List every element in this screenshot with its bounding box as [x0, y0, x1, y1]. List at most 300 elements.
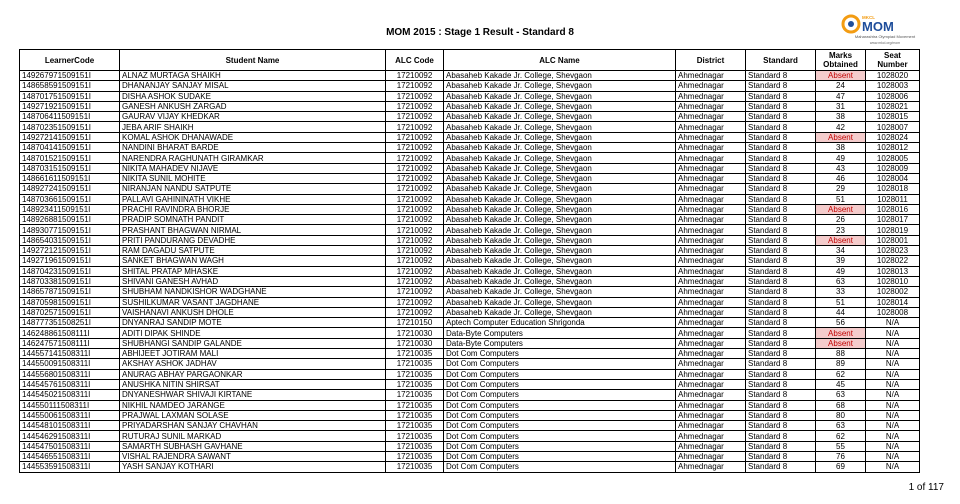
- cell-student-name: PRITI PANDURANG DEVADHE: [120, 235, 386, 245]
- cell-district: Ahmednagar: [676, 173, 746, 183]
- cell-district: Ahmednagar: [676, 91, 746, 101]
- table-row: [20, 379, 920, 389]
- cell-alc-code: 17210092: [386, 163, 444, 173]
- cell-district: Ahmednagar: [676, 235, 746, 245]
- cell-standard: Standard 8: [746, 297, 816, 307]
- cell-seat-number: N/A: [866, 431, 920, 441]
- cell-alc-name: Abasaheb Kakade Jr. College, Shevgaon: [444, 153, 676, 163]
- page-counter: 1 of 117: [908, 482, 944, 493]
- cell-marks-obtained: 44: [816, 307, 866, 317]
- cell-district: Ahmednagar: [676, 112, 746, 122]
- cell-alc-name: Dot Com Computers: [444, 421, 676, 431]
- cell-marks-obtained: 23: [816, 225, 866, 235]
- cell-alc-code: 17210030: [386, 328, 444, 338]
- table-row: [20, 451, 920, 461]
- cell-marks-obtained: 63: [816, 276, 866, 286]
- cell-district: Ahmednagar: [676, 287, 746, 297]
- cell-learner-code: 144553591508311I: [20, 462, 120, 472]
- cell-learner-code: 144545761508311I: [20, 379, 120, 389]
- logo-prefix: MKCL: [862, 15, 875, 20]
- table-row: [20, 390, 920, 400]
- cell-learner-code: 146247571508111I: [20, 338, 120, 348]
- cell-student-name: JEBA ARIF SHAIKH: [120, 122, 386, 132]
- cell-learner-code: 148706411509151I: [20, 112, 120, 122]
- cell-learner-code: 144550091508311I: [20, 359, 120, 369]
- cell-learner-code: 148926881509151I: [20, 215, 120, 225]
- cell-alc-code: 17210092: [386, 297, 444, 307]
- table-row: [20, 194, 920, 204]
- cell-marks-obtained: 42: [816, 122, 866, 132]
- cell-alc-code: 17210092: [386, 194, 444, 204]
- column-header-marks-obtained: Marks Obtained: [816, 50, 866, 71]
- cell-district: Ahmednagar: [676, 297, 746, 307]
- cell-learner-code: 144546291508311I: [20, 431, 120, 441]
- cell-district: Ahmednagar: [676, 451, 746, 461]
- cell-standard: Standard 8: [746, 318, 816, 328]
- cell-district: Ahmednagar: [676, 400, 746, 410]
- cell-standard: Standard 8: [746, 390, 816, 400]
- table-row: [20, 410, 920, 420]
- cell-standard: Standard 8: [746, 462, 816, 472]
- cell-district: Ahmednagar: [676, 328, 746, 338]
- cell-district: Ahmednagar: [676, 431, 746, 441]
- cell-student-name: RAM DAGADU SATPUTE: [120, 246, 386, 256]
- table-row: [20, 122, 920, 132]
- cell-standard: Standard 8: [746, 132, 816, 142]
- table-row: [20, 431, 920, 441]
- cell-marks-obtained: 34: [816, 246, 866, 256]
- cell-district: Ahmednagar: [676, 101, 746, 111]
- cell-alc-name: Abasaheb Kakade Jr. College, Shevgaon: [444, 132, 676, 142]
- page-title: MOM 2015 : Stage 1 Result - Standard 8: [386, 27, 574, 38]
- cell-marks-obtained: 31: [816, 101, 866, 111]
- cell-alc-code: 17210035: [386, 349, 444, 359]
- cell-alc-name: Abasaheb Kakade Jr. College, Shevgaon: [444, 297, 676, 307]
- cell-marks-obtained: 38: [816, 143, 866, 153]
- cell-learner-code: 144550061508311I: [20, 410, 120, 420]
- cell-marks-obtained: 39: [816, 256, 866, 266]
- cell-alc-name: Abasaheb Kakade Jr. College, Shevgaon: [444, 163, 676, 173]
- cell-district: Ahmednagar: [676, 338, 746, 348]
- table-row: [20, 266, 920, 276]
- cell-student-name: ABHIJEET JOTIRAM MALI: [120, 349, 386, 359]
- cell-learner-code: 144548101508311I: [20, 421, 120, 431]
- cell-marks-obtained: 29: [816, 184, 866, 194]
- cell-standard: Standard 8: [746, 112, 816, 122]
- cell-alc-name: Dot Com Computers: [444, 390, 676, 400]
- cell-student-name: DNYANESHWAR SHIVAJI KIRTANE: [120, 390, 386, 400]
- cell-student-name: RUTURAJ SUNIL MARKAD: [120, 431, 386, 441]
- cell-alc-name: Dot Com Computers: [444, 359, 676, 369]
- cell-standard: Standard 8: [746, 143, 816, 153]
- cell-alc-code: 17210150: [386, 318, 444, 328]
- cell-alc-name: Dot Com Computers: [444, 410, 676, 420]
- cell-alc-code: 17210092: [386, 173, 444, 183]
- cell-alc-name: Abasaheb Kakade Jr. College, Shevgaon: [444, 81, 676, 91]
- cell-standard: Standard 8: [746, 410, 816, 420]
- cell-alc-name: Abasaheb Kakade Jr. College, Shevgaon: [444, 143, 676, 153]
- cell-alc-code: 17210092: [386, 112, 444, 122]
- cell-standard: Standard 8: [746, 266, 816, 276]
- cell-marks-obtained: 80: [816, 410, 866, 420]
- cell-seat-number: N/A: [866, 451, 920, 461]
- cell-alc-name: Dot Com Computers: [444, 451, 676, 461]
- cell-seat-number: N/A: [866, 379, 920, 389]
- cell-seat-number: 1028013: [866, 266, 920, 276]
- cell-district: Ahmednagar: [676, 122, 746, 132]
- cell-marks-obtained: 62: [816, 431, 866, 441]
- cell-student-name: YASH SANJAY KOTHARI: [120, 462, 386, 472]
- cell-alc-code: 17210035: [386, 369, 444, 379]
- cell-marks-obtained: Absent: [816, 71, 866, 81]
- table-row: [20, 318, 920, 328]
- cell-seat-number: 1028001: [866, 235, 920, 245]
- result-table: [19, 49, 920, 473]
- cell-marks-obtained: 56: [816, 318, 866, 328]
- cell-learner-code: 148703381509151I: [20, 276, 120, 286]
- cell-standard: Standard 8: [746, 194, 816, 204]
- cell-alc-name: Dot Com Computers: [444, 379, 676, 389]
- cell-marks-obtained: 55: [816, 441, 866, 451]
- logo-brand: MOM: [862, 19, 894, 34]
- cell-student-name: SHUBHANGI SANDIP GALANDE: [120, 338, 386, 348]
- cell-seat-number: 1028007: [866, 122, 920, 132]
- cell-learner-code: 144556801508311I: [20, 369, 120, 379]
- cell-seat-number: N/A: [866, 318, 920, 328]
- cell-alc-code: 17210035: [386, 441, 444, 451]
- cell-standard: Standard 8: [746, 246, 816, 256]
- cell-standard: Standard 8: [746, 184, 816, 194]
- cell-student-name: SHIVANI GANESH AVHAD: [120, 276, 386, 286]
- cell-learner-code: 144546551508311I: [20, 451, 120, 461]
- cell-seat-number: 1028002: [866, 287, 920, 297]
- cell-alc-code: 17210092: [386, 225, 444, 235]
- cell-alc-name: Abasaheb Kakade Jr. College, Shevgaon: [444, 287, 676, 297]
- cell-seat-number: N/A: [866, 390, 920, 400]
- cell-marks-obtained: Absent: [816, 235, 866, 245]
- cell-alc-code: 17210092: [386, 91, 444, 101]
- cell-district: Ahmednagar: [676, 246, 746, 256]
- table-body: [20, 71, 920, 473]
- cell-alc-name: Dot Com Computers: [444, 431, 676, 441]
- cell-district: Ahmednagar: [676, 359, 746, 369]
- cell-alc-name: Abasaheb Kakade Jr. College, Shevgaon: [444, 235, 676, 245]
- table-row: [20, 143, 920, 153]
- cell-learner-code: 148701751509151I: [20, 91, 120, 101]
- cell-alc-name: Abasaheb Kakade Jr. College, Shevgaon: [444, 71, 676, 81]
- cell-alc-code: 17210092: [386, 153, 444, 163]
- cell-district: Ahmednagar: [676, 194, 746, 204]
- cell-marks-obtained: 51: [816, 297, 866, 307]
- cell-alc-name: Abasaheb Kakade Jr. College, Shevgaon: [444, 204, 676, 214]
- cell-marks-obtained: 89: [816, 359, 866, 369]
- cell-learner-code: 148705981509151I: [20, 297, 120, 307]
- cell-seat-number: 1028011: [866, 194, 920, 204]
- cell-alc-name: Aptech Computer Education Shrigonda: [444, 318, 676, 328]
- cell-marks-obtained: 24: [816, 81, 866, 91]
- cell-alc-name: Abasaheb Kakade Jr. College, Shevgaon: [444, 225, 676, 235]
- cell-marks-obtained: 68: [816, 400, 866, 410]
- cell-student-name: GAURAV VIJAY KHEDKAR: [120, 112, 386, 122]
- cell-standard: Standard 8: [746, 287, 816, 297]
- cell-district: Ahmednagar: [676, 256, 746, 266]
- cell-district: Ahmednagar: [676, 410, 746, 420]
- cell-learner-code: 149271961509151I: [20, 256, 120, 266]
- cell-marks-obtained: 33: [816, 287, 866, 297]
- cell-student-name: PRACHI RAVINDRA BHORJE: [120, 204, 386, 214]
- cell-seat-number: 1028010: [866, 276, 920, 286]
- cell-standard: Standard 8: [746, 71, 816, 81]
- table-row: [20, 184, 920, 194]
- cell-learner-code: 148704141509151I: [20, 143, 120, 153]
- cell-alc-code: 17210035: [386, 451, 444, 461]
- cell-student-name: SHUBHAM NANDKISHOR WADGHANE: [120, 287, 386, 297]
- cell-alc-code: 17210035: [386, 379, 444, 389]
- cell-seat-number: N/A: [866, 400, 920, 410]
- table-row: [20, 132, 920, 142]
- cell-standard: Standard 8: [746, 173, 816, 183]
- cell-district: Ahmednagar: [676, 390, 746, 400]
- cell-alc-name: Abasaheb Kakade Jr. College, Shevgaon: [444, 184, 676, 194]
- cell-alc-name: Abasaheb Kakade Jr. College, Shevgaon: [444, 246, 676, 256]
- cell-district: Ahmednagar: [676, 421, 746, 431]
- cell-alc-name: Abasaheb Kakade Jr. College, Shevgaon: [444, 101, 676, 111]
- table-row: [20, 235, 920, 245]
- table-row: [20, 256, 920, 266]
- cell-marks-obtained: Absent: [816, 338, 866, 348]
- cell-student-name: VISHAL RAJENDRA SAWANT: [120, 451, 386, 461]
- table-row: [20, 101, 920, 111]
- cell-alc-name: Abasaheb Kakade Jr. College, Shevgaon: [444, 266, 676, 276]
- cell-learner-code: 148702351509151I: [20, 122, 120, 132]
- cell-learner-code: 146248861508111I: [20, 328, 120, 338]
- cell-student-name: NIKITA SUNIL MOHITE: [120, 173, 386, 183]
- cell-alc-name: Data-Byte Computers: [444, 338, 676, 348]
- cell-standard: Standard 8: [746, 225, 816, 235]
- cell-seat-number: 1028009: [866, 163, 920, 173]
- cell-alc-code: 17210092: [386, 276, 444, 286]
- cell-student-name: NANDINI BHARAT BARDE: [120, 143, 386, 153]
- cell-seat-number: 1028016: [866, 204, 920, 214]
- cell-standard: Standard 8: [746, 81, 816, 91]
- cell-marks-obtained: Absent: [816, 204, 866, 214]
- cell-standard: Standard 8: [746, 451, 816, 461]
- cell-district: Ahmednagar: [676, 225, 746, 235]
- cell-learner-code: 148702571509151I: [20, 307, 120, 317]
- cell-marks-obtained: 76: [816, 451, 866, 461]
- cell-standard: Standard 8: [746, 101, 816, 111]
- cell-seat-number: 1028020: [866, 71, 920, 81]
- cell-marks-obtained: 38: [816, 112, 866, 122]
- table-row: [20, 349, 920, 359]
- cell-student-name: PRADIP SOMNATH PANDIT: [120, 215, 386, 225]
- cell-alc-code: 17210092: [386, 235, 444, 245]
- cell-alc-code: 17210092: [386, 122, 444, 132]
- cell-seat-number: 1028015: [866, 112, 920, 122]
- cell-student-name: KOMAL ASHOK DHANAWADE: [120, 132, 386, 142]
- table-header-row: [20, 50, 920, 71]
- cell-marks-obtained: 45: [816, 379, 866, 389]
- cell-alc-code: 17210030: [386, 338, 444, 348]
- cell-standard: Standard 8: [746, 328, 816, 338]
- cell-alc-name: Abasaheb Kakade Jr. College, Shevgaon: [444, 91, 676, 101]
- cell-standard: Standard 8: [746, 163, 816, 173]
- cell-student-name: NIRANJAN NANDU SATPUTE: [120, 184, 386, 194]
- cell-district: Ahmednagar: [676, 204, 746, 214]
- table-row: [20, 276, 920, 286]
- cell-alc-name: Abasaheb Kakade Jr. College, Shevgaon: [444, 256, 676, 266]
- table-row: [20, 307, 920, 317]
- cell-district: Ahmednagar: [676, 462, 746, 472]
- table-row: [20, 215, 920, 225]
- table-row: [20, 369, 920, 379]
- cell-learner-code: 149267971509151I: [20, 71, 120, 81]
- table-row: [20, 153, 920, 163]
- cell-standard: Standard 8: [746, 349, 816, 359]
- cell-standard: Standard 8: [746, 369, 816, 379]
- cell-learner-code: 148661611509151I: [20, 173, 120, 183]
- cell-learner-code: 149272121509151I: [20, 246, 120, 256]
- cell-seat-number: 1028006: [866, 91, 920, 101]
- cell-learner-code: 144547501508311I: [20, 441, 120, 451]
- cell-alc-name: Data-Byte Computers: [444, 328, 676, 338]
- table-row: [20, 112, 920, 122]
- cell-seat-number: 1028008: [866, 307, 920, 317]
- cell-alc-code: 17210092: [386, 143, 444, 153]
- cell-district: Ahmednagar: [676, 379, 746, 389]
- cell-seat-number: 1028003: [866, 81, 920, 91]
- cell-alc-code: 17210092: [386, 81, 444, 91]
- cell-district: Ahmednagar: [676, 163, 746, 173]
- cell-seat-number: N/A: [866, 359, 920, 369]
- cell-learner-code: 144557141508311I: [20, 349, 120, 359]
- column-header-seat-number: Seat Number: [866, 50, 920, 71]
- column-header-standard: Standard: [746, 50, 816, 71]
- column-header-learner-code: LearnerCode: [20, 50, 120, 71]
- table-row: [20, 338, 920, 348]
- cell-standard: Standard 8: [746, 441, 816, 451]
- table-row: [20, 91, 920, 101]
- cell-marks-obtained: 88: [816, 349, 866, 359]
- cell-marks-obtained: 26: [816, 215, 866, 225]
- column-header-alc-code: ALC Code: [386, 50, 444, 71]
- cell-standard: Standard 8: [746, 122, 816, 132]
- cell-standard: Standard 8: [746, 431, 816, 441]
- cell-alc-name: Dot Com Computers: [444, 441, 676, 451]
- cell-standard: Standard 8: [746, 307, 816, 317]
- cell-student-name: PRAJWAL LAXMAN SOLASE: [120, 410, 386, 420]
- cell-seat-number: N/A: [866, 410, 920, 420]
- cell-seat-number: N/A: [866, 349, 920, 359]
- cell-student-name: DHANANJAY SANJAY MISAL: [120, 81, 386, 91]
- cell-learner-code: 149272141509151I: [20, 132, 120, 142]
- cell-student-name: SANKET BHAGWAN WAGH: [120, 256, 386, 266]
- cell-seat-number: 1028005: [866, 153, 920, 163]
- cell-alc-name: Abasaheb Kakade Jr. College, Shevgaon: [444, 215, 676, 225]
- cell-standard: Standard 8: [746, 338, 816, 348]
- cell-alc-code: 17210035: [386, 421, 444, 431]
- cell-seat-number: 1028021: [866, 101, 920, 111]
- cell-alc-code: 17210092: [386, 215, 444, 225]
- cell-alc-code: 17210092: [386, 266, 444, 276]
- cell-alc-name: Abasaheb Kakade Jr. College, Shevgaon: [444, 307, 676, 317]
- cell-alc-code: 17210035: [386, 400, 444, 410]
- cell-standard: Standard 8: [746, 421, 816, 431]
- cell-seat-number: N/A: [866, 328, 920, 338]
- cell-marks-obtained: 49: [816, 266, 866, 276]
- cell-standard: Standard 8: [746, 91, 816, 101]
- cell-seat-number: 1028022: [866, 256, 920, 266]
- cell-student-name: DNYANRAJ SANDIP MOTE: [120, 318, 386, 328]
- table-row: [20, 328, 920, 338]
- cell-student-name: PALLAVI GAHININATH VIKHE: [120, 194, 386, 204]
- cell-standard: Standard 8: [746, 153, 816, 163]
- cell-alc-code: 17210092: [386, 184, 444, 194]
- table-row: [20, 400, 920, 410]
- cell-alc-code: 17210092: [386, 71, 444, 81]
- cell-alc-code: 17210092: [386, 287, 444, 297]
- cell-student-name: NIKHIL NAMDEO JARANGE: [120, 400, 386, 410]
- cell-learner-code: 148701521509151I: [20, 153, 120, 163]
- cell-learner-code: 148658591509151I: [20, 81, 120, 91]
- cell-district: Ahmednagar: [676, 215, 746, 225]
- cell-student-name: DISHA ASHOK SUDAKE: [120, 91, 386, 101]
- cell-alc-code: 17210092: [386, 132, 444, 142]
- cell-seat-number: 1028024: [866, 132, 920, 142]
- cell-student-name: SHITAL PRATAP MHASKE: [120, 266, 386, 276]
- cell-district: Ahmednagar: [676, 349, 746, 359]
- cell-alc-name: Dot Com Computers: [444, 462, 676, 472]
- cell-seat-number: N/A: [866, 421, 920, 431]
- cell-seat-number: 1028023: [866, 246, 920, 256]
- cell-seat-number: N/A: [866, 338, 920, 348]
- cell-learner-code: 149271921509151I: [20, 101, 120, 111]
- cell-seat-number: 1028012: [866, 143, 920, 153]
- cell-marks-obtained: 63: [816, 421, 866, 431]
- cell-standard: Standard 8: [746, 400, 816, 410]
- cell-district: Ahmednagar: [676, 266, 746, 276]
- table-row: [20, 421, 920, 431]
- cell-alc-code: 17210092: [386, 204, 444, 214]
- cell-seat-number: 1028004: [866, 173, 920, 183]
- cell-learner-code: 148704231509151I: [20, 266, 120, 276]
- cell-student-name: AKSHAY ASHOK JADHAV: [120, 359, 386, 369]
- logo-tagline: Maharashtra Olympiad Movement: [854, 34, 916, 39]
- cell-marks-obtained: 51: [816, 194, 866, 204]
- cell-district: Ahmednagar: [676, 153, 746, 163]
- cell-learner-code: 148930771509151I: [20, 225, 120, 235]
- table-row: [20, 173, 920, 183]
- cell-district: Ahmednagar: [676, 369, 746, 379]
- cell-student-name: NIKITA MAHADEV NIJAVE: [120, 163, 386, 173]
- cell-seat-number: 1028019: [866, 225, 920, 235]
- cell-learner-code: 148777351508251I: [20, 318, 120, 328]
- cell-marks-obtained: 46: [816, 173, 866, 183]
- cell-student-name: ANUSHKA NITIN SHIRSAT: [120, 379, 386, 389]
- cell-alc-name: Dot Com Computers: [444, 349, 676, 359]
- cell-marks-obtained: Absent: [816, 132, 866, 142]
- cell-student-name: ALNAZ MURTAGA SHAIKH: [120, 71, 386, 81]
- cell-district: Ahmednagar: [676, 441, 746, 451]
- cell-standard: Standard 8: [746, 379, 816, 389]
- cell-district: Ahmednagar: [676, 307, 746, 317]
- cell-standard: Standard 8: [746, 256, 816, 266]
- cell-learner-code: 148703151509151I: [20, 163, 120, 173]
- cell-alc-code: 17210092: [386, 307, 444, 317]
- table-row: [20, 297, 920, 307]
- table-row: [20, 71, 920, 81]
- cell-standard: Standard 8: [746, 215, 816, 225]
